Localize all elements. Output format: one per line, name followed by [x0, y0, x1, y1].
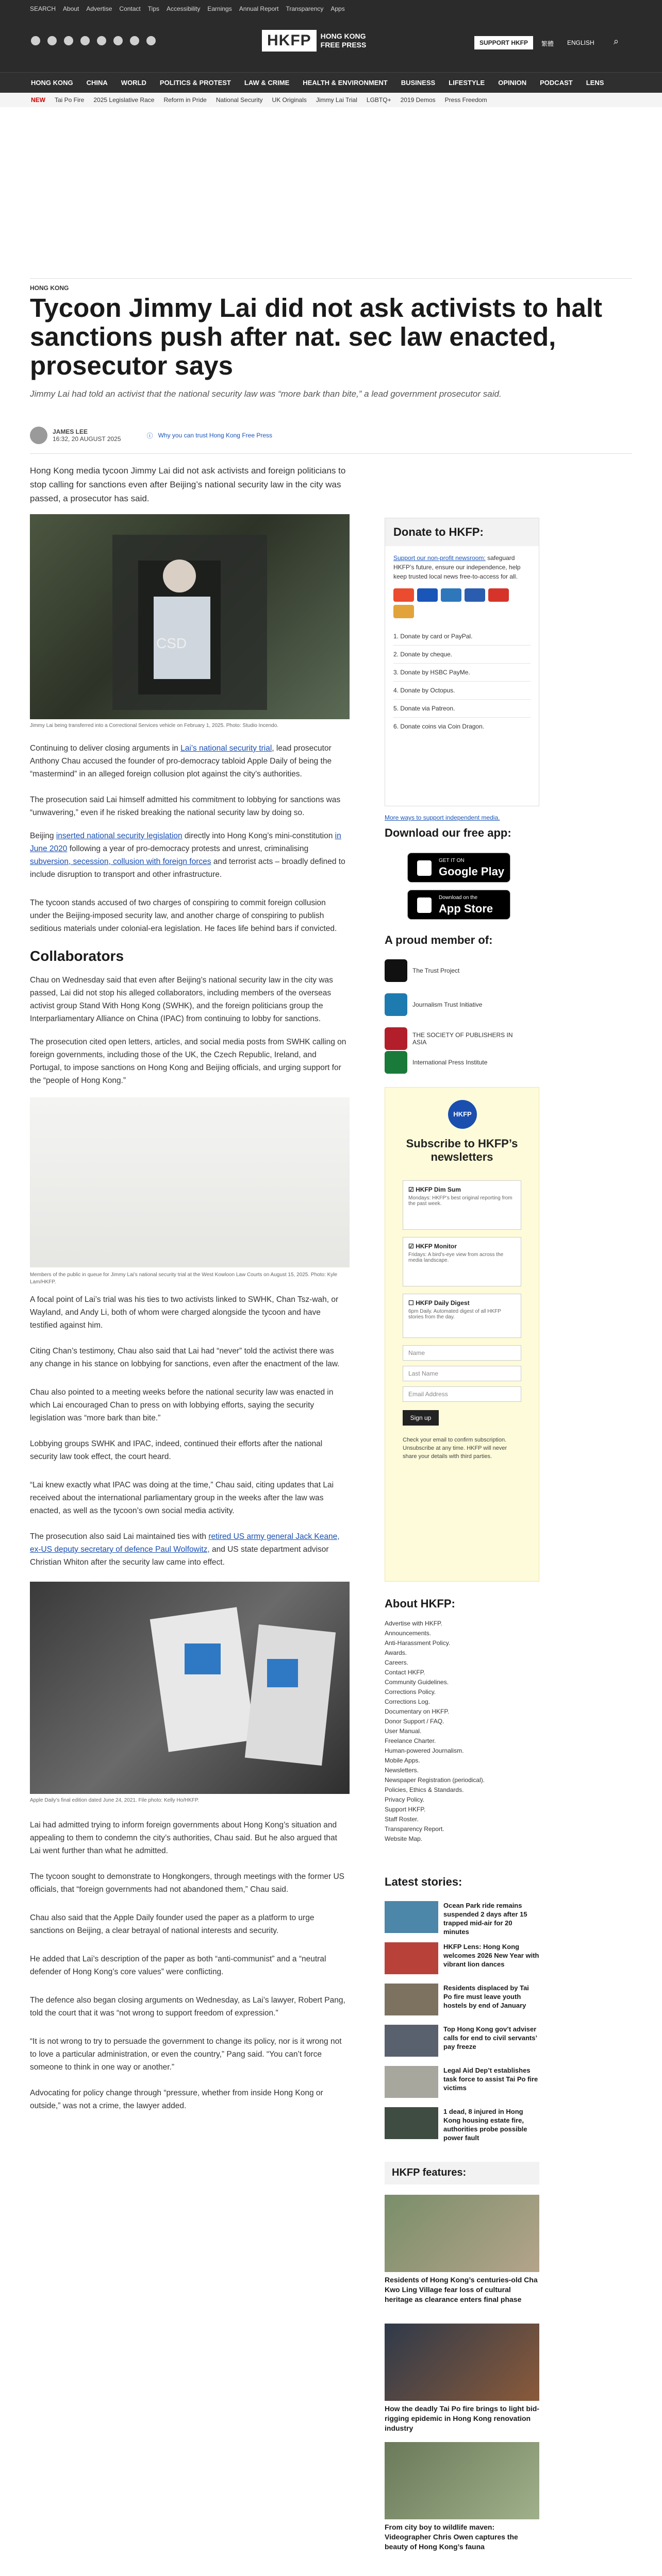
paragraph: Chau also said that the Apple Daily founder used the paper as a platform to urge sanctions on Beijing, a clear betrayal of national interests and security. [30, 1913, 315, 1935]
instagram-icon[interactable] [64, 36, 73, 45]
article-photo-apple-daily [30, 1582, 350, 1794]
earnings-link[interactable]: Earnings [207, 5, 232, 12]
nav-law[interactable]: LAW & CRIME [244, 79, 290, 87]
donate-method[interactable]: 6. Donate coins via Coin Dragon. [393, 723, 485, 730]
latest-story[interactable]: Top Hong Kong gov’t adviser calls for end to civil servants’ pay freeze [385, 2025, 539, 2057]
payment-icons [393, 588, 531, 618]
top-links [30, 5, 345, 12]
divider [30, 453, 632, 454]
article-link[interactable]: in June 2020 [30, 832, 341, 853]
social-icons [31, 36, 156, 45]
paragraph: The tycoon sought to demonstrate to Hongkongers, through meetings with the former US officials, that “foreign governments had not abandoned them,” Chau said. [30, 1872, 344, 1894]
paragraph: The defence also began closing arguments on Wednesday, as Lai’s lawyer, Robert Pang, told the court that it was “not wrong to support freedom of expression.” [30, 1996, 345, 2018]
about-link[interactable]: Documentary on HKFP. [385, 1708, 450, 1715]
donate-method[interactable]: 2. Donate by cheque. [393, 646, 531, 664]
google-play-badge[interactable]: GET IT ON Google Play [407, 853, 510, 883]
bluesky-icon[interactable] [113, 36, 123, 45]
paragraph: The prosecution also said Lai maintained ties with retired US army general Jack Keane, ex-US deputy secretary of defence Paul Wolfowitz, and US state department advisor Christian Whiton after the security law came into effect. [30, 1532, 340, 1567]
story-thumbnail [385, 1984, 438, 2015]
trending-link[interactable]: 2019 Demos [400, 96, 436, 104]
member-item[interactable]: International Press Institute [385, 1051, 516, 1074]
article-link[interactable]: inserted national security legislation [56, 832, 183, 840]
feature-story[interactable]: Residents of Hong Kong’s centuries-old Cha Kwo Ling Village fear loss of cultural heritage as clearance enters final phase [385, 2195, 539, 2304]
email-field[interactable]: Email Address [403, 1386, 521, 1402]
latest-story[interactable]: Ocean Park ride remains suspended 2 days after 15 trapped mid-air for 20 minutes [385, 1901, 539, 1936]
donate-methods [393, 628, 531, 735]
trending-link[interactable]: Tai Po Fire [55, 96, 85, 104]
newsletter-checkbox[interactable]: ☑ HKFP Monitor [408, 1243, 457, 1250]
tips-link[interactable]: Tips [147, 5, 159, 12]
site-header [0, 0, 662, 72]
donate-method[interactable]: 1. Donate by card or PayPal. [393, 628, 531, 646]
trending-link[interactable]: Jimmy Lai Trial [316, 96, 357, 104]
trending-link[interactable]: LGBTQ+ [366, 96, 391, 104]
visa-icon [417, 588, 438, 602]
about-link[interactable]: Transparency Report. [385, 1825, 444, 1833]
sopa-logo [385, 1027, 407, 1050]
nav-hong-kong[interactable]: HONG KONG [31, 79, 73, 87]
member-item[interactable]: THE SOCIETY OF PUBLISHERS IN ASIA [385, 1027, 516, 1050]
article-photo-lai-transfer [30, 514, 350, 719]
trending-link[interactable]: Reform in Pride [163, 96, 207, 104]
story-thumbnail [385, 2025, 438, 2057]
about-link[interactable]: Mobile Apps. [385, 1757, 420, 1764]
paragraph: “It is not wrong to try to persuade the government to change its policy, nor is it wrong not to love a particular administration, or even the country,” Pang said. “You can’t force someone to think in one way or another.” [30, 2037, 342, 2072]
about-link[interactable]: Staff Roster. [385, 1816, 419, 1823]
hkfp-badge: HKFP [448, 1100, 477, 1129]
new-badge: NEW [31, 96, 45, 104]
latest-story[interactable]: Residents displaced by Tai Po fire must leave youth hostels by end of January [385, 1984, 539, 2015]
about-title: About HKFP: [385, 1597, 455, 1610]
about-link[interactable]: Careers. [385, 1659, 409, 1666]
byline [30, 427, 272, 444]
story-thumbnail [385, 2107, 438, 2139]
about-link[interactable]: Freelance Charter. [385, 1737, 436, 1744]
paragraph: He added that Lai’s description of the paper as both “anti-communist” and a “neutral defender of Hong Kong’s core values” were conflicting. [30, 1955, 326, 1976]
name-field[interactable]: Name [403, 1345, 521, 1361]
youtube-icon[interactable] [97, 36, 106, 45]
x-icon[interactable] [47, 36, 57, 45]
member-item[interactable]: Journalism Trust Initiative [385, 993, 516, 1016]
about-link[interactable]: User Manual. [385, 1727, 422, 1735]
article-headline: Tycoon Jimmy Lai did not ask activists to halt sanctions push after nat. sec law enacted, prosecutor says [30, 293, 602, 380]
nav-lifestyle[interactable]: LIFESTYLE [449, 79, 485, 87]
author-name[interactable]: JAMES LEE [53, 428, 88, 435]
support-hkfp-button[interactable]: SUPPORT HKFP [474, 36, 533, 49]
donate-title: Donate to HKFP: [393, 526, 484, 538]
donate-method[interactable]: 4. Donate by Octopus. [393, 682, 531, 700]
last-name-field[interactable]: Last Name [403, 1366, 521, 1381]
trending-link[interactable]: Press Freedom [444, 96, 487, 104]
why-trust-link[interactable]: Why you can trust Hong Kong Free Press [158, 432, 272, 439]
logo-text: HONG KONG FREE PRESS [320, 32, 367, 49]
donate-method[interactable]: 3. Donate by HSBC PayMe. [393, 664, 531, 682]
about-link[interactable]: Anti-Harassment Policy. [385, 1639, 451, 1647]
app-title: Download our free app: [385, 826, 511, 839]
donate-blurb: Support our non-profit newsroom: safeguard HKFP’s future, ensure our independence, help keep trusted local news free-to-access for all. [393, 554, 521, 580]
nav-health[interactable]: HEALTH & ENVIRONMENT [303, 79, 388, 87]
paragraph: The prosecution said Lai himself admitted his commitment to lobbying for sanctions was “unwavering,” even if he risked breaking the national security law by doing so. [30, 795, 341, 817]
trust-project-logo [385, 959, 407, 982]
paragraph: Citing Chan’s testimony, Chau also said that Lai had “never” told the activist there was any change in his stance on lobbying for sanctions, even after the enactment of the law. [30, 1347, 340, 1368]
jti-logo [385, 993, 407, 1016]
google-play-icon [417, 860, 432, 876]
paragraph: Lobbying groups SWHK and IPAC, indeed, continued their efforts after the national security law took effect, the court heard. [30, 1439, 323, 1461]
paragraph: Chau on Wednesday said that even after Beijing’s national security law in the city was passed, Lai did not stop his alleged collaborators, including members of the overseas activist group Stand With Hong Kong (SWHK), and the foreign politicians group the Interparliamentary Alliance on China (IPAC) from continuing to lobby for sanctions. [30, 976, 333, 1023]
payme-icon [488, 588, 509, 602]
about-link[interactable]: Announcements. [385, 1630, 432, 1637]
newsletter-checkbox[interactable]: ☐ HKFP Daily Digest [408, 1299, 470, 1307]
paragraph: “Lai knew exactly what IPAC was doing at the time,” Chau said, citing updates that Lai received about the international parliamentary group in the weeks after the law was enacted, as well as the tycoon’s own social media activity. [30, 1481, 334, 1515]
nav-podcast[interactable]: PODCAST [540, 79, 573, 87]
about-link[interactable]: Privacy Policy. [385, 1796, 425, 1803]
paypal-icon [465, 588, 485, 602]
story-thumbnail [385, 1901, 438, 1933]
paragraph: The prosecution cited open letters, articles, and social media posts from SWHK calling on foreign governments, including those of the UK, the Czech Republic, Ireland, and Portugal, to impose sanctions on Hong Kong and Beijing officials, and urging support for the “people of Hong Kong.” [30, 1038, 346, 1085]
about-link[interactable]: Policies, Ethics & Standards. [385, 1786, 464, 1793]
newsletter-widget [385, 1087, 539, 1582]
member-title: A proud member of: [385, 934, 493, 946]
donate-method[interactable]: 5. Donate via Patreon. [393, 700, 531, 718]
features-header [385, 2162, 539, 2184]
photo-caption: Apple Daily’s final edition dated June 24, 2021. File photo: Kelly Ho/HKFP. [30, 1798, 200, 1803]
about-link[interactable]: Support HKFP. [385, 1806, 426, 1813]
app-store-badge[interactable]: Download on the App Store [407, 890, 510, 920]
latest-title: Latest stories: [385, 1875, 462, 1888]
trust-icon: ⓘ [146, 432, 153, 439]
trending-bar [0, 93, 662, 107]
nav-world[interactable]: WORLD [121, 79, 146, 87]
latest-story[interactable]: HKFP Lens: Hong Kong welcomes 2026 New Year with vibrant lion dances [385, 1942, 539, 1974]
trending-link[interactable]: 2025 Legislative Race [93, 96, 155, 104]
mastercard-icon [393, 588, 414, 602]
svg-text:CSD: CSD [156, 635, 187, 651]
accessibility-link[interactable]: Accessibility [167, 5, 201, 12]
article-link[interactable]: subversion, secession, collusion with foreign forces [30, 857, 211, 866]
feature-image [385, 2324, 539, 2401]
paragraph: Beijing inserted national security legislation directly into Hong Kong’s mini-constitution in June 2020 following a year of pro-democracy protests and unrest, criminalising subversion, secession, collusion with foreign forces and terrorist acts – broadly defined to include disruption to transport and other infrastructure. [30, 832, 345, 879]
apple-icon [417, 897, 432, 913]
nav-politics[interactable]: POLITICS & PROTEST [159, 79, 231, 87]
paragraph: Continuing to deliver closing arguments in Lai’s national security trial, lead prosecutor Anthony Chau accused the founder of pro-democracy tabloid Apple Daily of being the “mastermind” in an alleged foreign collusion plot against the city’s authorities. [30, 744, 332, 778]
divider [30, 278, 632, 279]
article-intro: Hong Kong media tycoon Jimmy Lai did not ask activists and foreign politicians to stop calling for sanctions even after Beijing’s national security law in the city was passed, a prosecutor has said. [30, 466, 346, 503]
about-link[interactable]: Community Guidelines. [385, 1679, 449, 1686]
about-link[interactable]: Human-powered Journalism. [385, 1747, 464, 1754]
paragraph: Advocating for policy change through “pressure, whether from inside Hong Kong or outside,” was not a crime, the lawyer added. [30, 2089, 323, 2110]
section-heading: Collaborators [30, 948, 124, 964]
logo-mark: HKFP [262, 30, 317, 52]
paragraph: Chau also pointed to a meeting weeks before the national security law was enacted in which Lai encouraged Chan to press on with lobbying efforts, saying the security legislation was “more bark than bite.” [30, 1388, 334, 1422]
newsletter-title: Subscribe to HKFP’s newsletters [406, 1137, 518, 1163]
nav-china[interactable]: CHINA [86, 79, 108, 87]
nav-opinion[interactable]: OPINION [498, 79, 527, 87]
about-link[interactable]: About [63, 5, 79, 12]
story-thumbnail [385, 2066, 438, 2098]
trending-link[interactable]: UK Originals [272, 96, 307, 104]
paragraph: The tycoon stands accused of two charges of conspiring to commit foreign collusion under the Beijing-imposed security law, and another charge of conspiring to publish seditious materials under colonial-era legislation. He faces life behind bars if convicted. [30, 899, 337, 933]
site-logo[interactable] [262, 30, 367, 52]
about-link[interactable]: Newsletters. [385, 1767, 419, 1774]
linkedin-icon[interactable] [130, 36, 139, 45]
nav-lens[interactable]: LENS [586, 79, 604, 87]
about-widget [385, 1597, 539, 1844]
amex-icon [441, 588, 461, 602]
feature-image [385, 2195, 539, 2272]
article-subhead: Jimmy Lai had told an activist that the national security law was “more bark than bite,” a lead government prosecutor said. [30, 389, 502, 399]
feature-story[interactable]: How the deadly Tai Po fire brings to light bid-rigging epidemic in Hong Kong renovation industry [385, 2324, 539, 2433]
photo-illustration [30, 514, 350, 719]
photo-illustration [30, 1582, 350, 1794]
newsletter-option[interactable]: ☑ HKFP Monitor Fridays: A bird's-eye view from across the media landscape. [403, 1237, 521, 1286]
article-link[interactable]: retired US army general Jack Keane, ex-US deputy secretary of defence Paul Wolfowitz, [30, 1532, 340, 1554]
donate-widget [385, 518, 539, 806]
photo-caption: Jimmy Lai being transferred into a Correctional Services vehicle on February 1, 2025. Photo: Studio Incendo. [30, 723, 278, 728]
signup-button[interactable]: Sign up [403, 1410, 439, 1426]
more-ways-link[interactable]: More ways to support independent media. [385, 814, 500, 821]
about-link[interactable]: Advertise with HKFP. [385, 1620, 442, 1627]
story-thumbnail [385, 1942, 438, 1974]
ipi-logo [385, 1051, 407, 1074]
features-title: HKFP features: [392, 2167, 467, 2178]
newsletter-note: Check your email to confirm subscription. Unsubscribe at any time. HKFP will never share your details with third parties. [403, 1437, 507, 1460]
publish-date: 16:32, 20 AUGUST 2025 [53, 435, 121, 443]
contact-link[interactable]: Contact [119, 5, 141, 12]
article-photo-queue [30, 1097, 350, 1267]
annual-report-link[interactable]: Annual Report [239, 5, 279, 12]
support-newsroom-link[interactable]: Support our non-profit newsroom: [393, 554, 486, 562]
about-link[interactable]: Contact HKFP. [385, 1669, 425, 1676]
member-item[interactable]: The Trust Project [385, 959, 516, 982]
photo-caption: Members of the public in queue for Jimmy Lai’s national security trial at the West Kowloon Law Courts on August 15, 2025. Photo: Kyle Lam/HKFP. [30, 1272, 338, 1285]
feature-image [385, 2442, 539, 2519]
newsletter-option[interactable]: ☐ HKFP Daily Digest 6pm Daily. Automated digest of all HKFP stories from the day. [403, 1294, 521, 1338]
newsletter-checkbox[interactable]: ☑ HKFP Dim Sum [408, 1186, 461, 1193]
about-link[interactable]: Website Map. [385, 1835, 423, 1842]
trending-link[interactable]: National Security [216, 96, 263, 104]
about-link[interactable]: Donor Support / FAQ. [385, 1718, 444, 1725]
facebook-icon[interactable] [31, 36, 40, 45]
about-link[interactable]: Awards. [385, 1649, 407, 1656]
paragraph: Lai had admitted trying to inform foreign governments about Hong Kong’s situation and appealing to them to condemn the city’s authorities, Chau said. But he also argued that Lai went further than what he admitted. [30, 1821, 337, 1855]
search-icon[interactable]: ⌕ [614, 36, 619, 46]
feature-story[interactable]: From city boy to wildlife maven: Videographer Chris Owen captures the beauty of Hong Kong’s fauna [385, 2442, 539, 2552]
rss-icon[interactable] [146, 36, 156, 45]
threads-icon[interactable] [80, 36, 90, 45]
article-category[interactable]: HONG KONG [30, 284, 69, 292]
main-nav [0, 72, 662, 93]
article-link[interactable]: Lai’s national security trial [180, 744, 272, 753]
nav-business[interactable]: BUSINESS [401, 79, 436, 87]
advertise-link[interactable]: Advertise [86, 5, 112, 12]
lang-english-link[interactable]: ENGLISH [567, 39, 594, 46]
latest-story[interactable]: Legal Aid Dep’t establishes task force to assist Tai Po fire victims [385, 2066, 539, 2098]
search-link[interactable]: SEARCH [30, 5, 56, 12]
about-link[interactable]: Corrections Policy. [385, 1688, 436, 1696]
about-link[interactable]: Corrections Log. [385, 1698, 431, 1705]
paragraph: A focal point of Lai’s trial was his ties to two activists linked to SWHK, Chan Tsz-wah, or Wayland, and Andy Li, both of whom were charged alongside the tycoon and have testified against him. [30, 1295, 339, 1330]
newsletter-option[interactable]: ☑ HKFP Dim Sum Mondays: HKFP’s best original reporting from the past week. [403, 1180, 521, 1230]
lang-chinese-link[interactable]: 繁體 [541, 40, 554, 47]
about-link[interactable]: Newspaper Registration (periodical). [385, 1776, 485, 1784]
latest-story[interactable]: 1 dead, 8 injured in Hong Kong housing estate fire, authorities probe possible power fault [385, 2107, 539, 2142]
octopus-icon [393, 605, 414, 618]
author-avatar [30, 427, 47, 444]
apps-link[interactable]: Apps [330, 5, 345, 12]
transparency-link[interactable]: Transparency [286, 5, 324, 12]
